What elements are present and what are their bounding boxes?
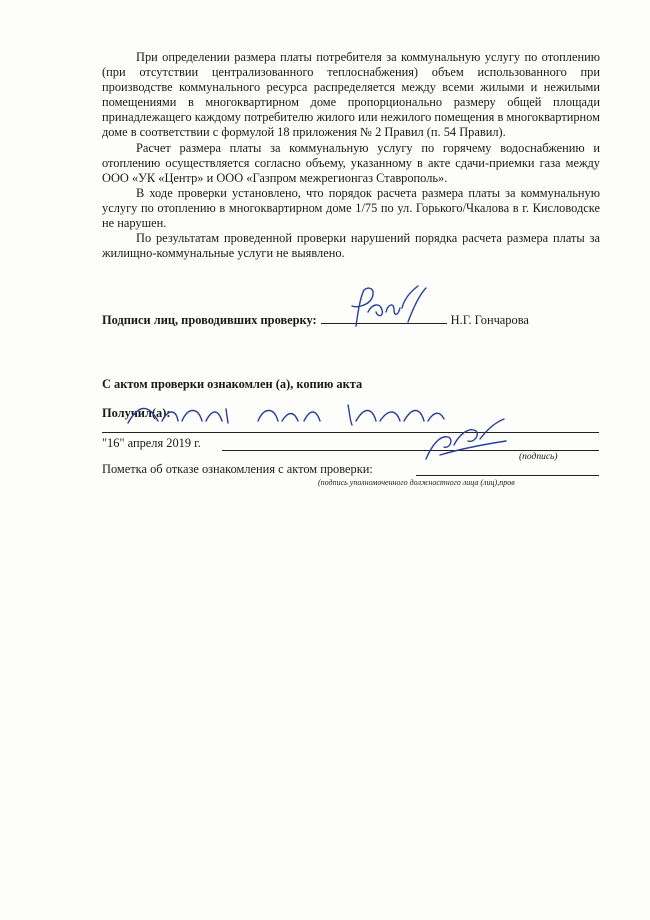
handwritten-recipient-name	[118, 395, 448, 435]
paragraph-conclusion: По результатам проведенной проверки нарушений порядка расчета размера платы за жилищно-коммунальные услуги не выявлено.	[102, 231, 600, 261]
recipient-signature-mark	[420, 415, 510, 467]
signatures-label: Подписи лиц, проводивших проверку:	[102, 313, 317, 327]
inspector-signature-mark	[338, 282, 438, 334]
recipient-signature-line	[222, 450, 599, 451]
received-label: Получил(а):	[102, 406, 171, 420]
paragraph-heating-calc: При определении размера платы потребителя за коммунальную услугу по отоплению (при отсутствии централизованного теплоснабжения) объем использованного при производстве коммунального ресурса распределяется между всеми жилыми и нежилыми помещениями в многоквартирном доме пропорционально размеру общей площади принадлежащего каждому потребителю жилого или нежилого помещения в многоквартирном доме в соответствии с формулой 18 приложения № 2 Правил (п. 54 Правил).	[102, 50, 600, 140]
refusal-label: Пометка об отказе ознакомления с актом проверки:	[102, 462, 373, 476]
acknowledgment-date: "16" апреля 2019 г.	[102, 436, 201, 450]
paragraph-hot-water-calc: Расчет размера платы за коммунальную услугу по горячему водоснабжению и отоплению осуществляется согласно объему, указанному в акте сдачи-приемки газа между ООО «УК «Центр» и ООО «Газпром межрегионгаз Ставрополь».	[102, 140, 600, 185]
refusal-line	[416, 475, 599, 476]
authorized-official-caption: (подпись уполномоченного должностного лица (лиц),пров	[318, 478, 515, 487]
signature-caption: (подпись)	[519, 452, 558, 462]
acknowledgment-text: С актом проверки ознакомлен (а), копию акта	[102, 377, 363, 391]
recipient-line	[102, 432, 599, 433]
document-body	[102, 50, 600, 261]
inspector-name: Н.Г. Гончарова	[450, 313, 529, 327]
paragraph-inspection-result: В ходе проверки установлено, что порядок расчета размера платы за коммунальную услугу по отоплению в многоквартирном доме 1/75 по ул. Горького/Чкалова в г. Кисловодске не нарушен.	[102, 185, 600, 231]
